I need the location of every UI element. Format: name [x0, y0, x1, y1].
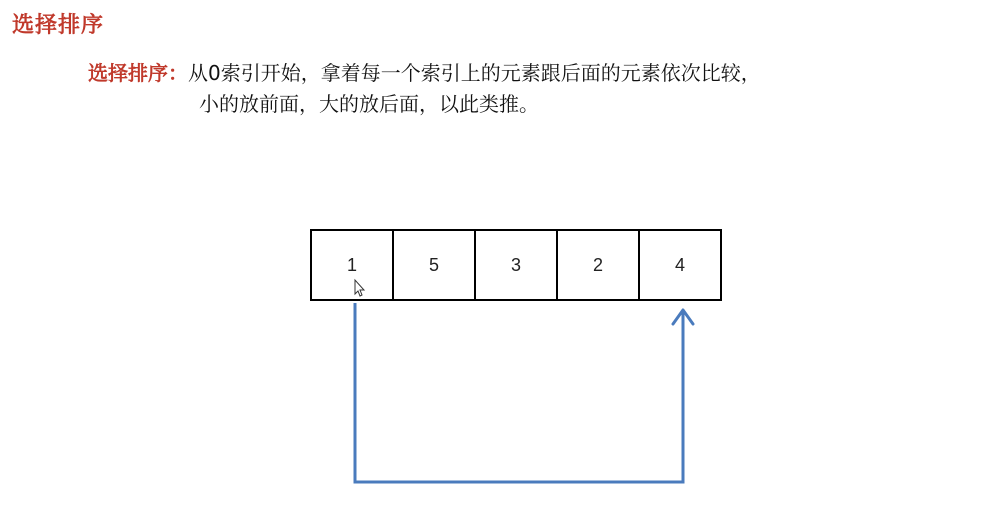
- description: [88, 58, 761, 120]
- compare-arrow: [355, 303, 683, 482]
- array-diagram: [310, 229, 722, 301]
- arrowhead-icon: [673, 310, 693, 324]
- page-title: 选择排序: [12, 13, 105, 38]
- array-cell: 4: [638, 231, 720, 299]
- description-line-1: 从0索引开始，拿着每一个索引上的元素跟后面的元素依次比较，: [188, 61, 761, 85]
- description-label: 选择排序：: [88, 61, 188, 85]
- array-cell: 5: [392, 231, 474, 299]
- array-cell: 1: [346, 254, 357, 275]
- description-line-2: 小的放前面，大的放后面，以此类推。: [199, 92, 539, 116]
- array-cell: 3: [474, 231, 556, 299]
- array-cell: 2: [556, 231, 638, 299]
